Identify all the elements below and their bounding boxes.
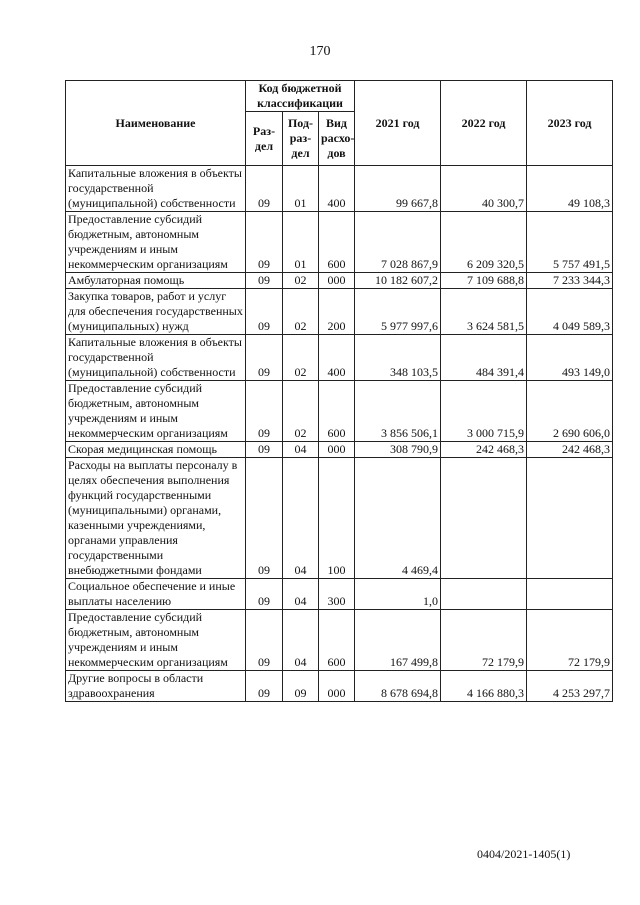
row-2023-value: 493 149,0	[527, 335, 613, 381]
row-expense-type-cell: 100	[319, 458, 355, 579]
table-row	[66, 610, 613, 671]
document-code: 0404/2021-1405(1)	[477, 847, 571, 861]
header-budget-code: Код бюджетной классификации	[246, 81, 355, 112]
table-row	[66, 273, 613, 289]
row-section-cell: 09	[246, 381, 283, 442]
row-subsection-cell: 04	[283, 442, 319, 458]
table-body	[66, 166, 613, 702]
row-subsection-cell: 04	[283, 458, 319, 579]
header-name: Наименование	[66, 81, 246, 166]
row-name-cell: Амбулаторная помощь	[66, 273, 246, 289]
row-expense-type-cell: 600	[319, 212, 355, 273]
row-2023-value: 4 049 589,3	[527, 289, 613, 335]
row-2022-value: 484 391,4	[441, 335, 527, 381]
row-subsection-cell: 02	[283, 381, 319, 442]
row-section-cell: 09	[246, 458, 283, 579]
row-section-cell: 09	[246, 166, 283, 212]
row-section-cell: 09	[246, 212, 283, 273]
row-expense-type-cell: 000	[319, 273, 355, 289]
row-expense-type-cell: 600	[319, 610, 355, 671]
table-row	[66, 212, 613, 273]
row-2022-value: 242 468,3	[441, 442, 527, 458]
header-year-2021: 2021 год	[355, 81, 441, 166]
row-name-cell: Скорая медицинская помощь	[66, 442, 246, 458]
row-2022-value: 7 109 688,8	[441, 273, 527, 289]
row-2021-value: 10 182 607,2	[355, 273, 441, 289]
row-2023-value: 2 690 606,0	[527, 381, 613, 442]
table-row	[66, 166, 613, 212]
row-2023-value: 5 757 491,5	[527, 212, 613, 273]
row-2023-value	[527, 579, 613, 610]
row-2023-value: 7 233 344,3	[527, 273, 613, 289]
row-2022-value: 6 209 320,5	[441, 212, 527, 273]
row-2023-value: 4 253 297,7	[527, 671, 613, 702]
table-row	[66, 289, 613, 335]
row-2021-value: 1,0	[355, 579, 441, 610]
row-2021-value: 308 790,9	[355, 442, 441, 458]
table-row	[66, 335, 613, 381]
row-section-cell: 09	[246, 442, 283, 458]
row-expense-type-cell: 000	[319, 671, 355, 702]
row-2021-value: 3 856 506,1	[355, 381, 441, 442]
header-year-2022: 2022 год	[441, 81, 527, 166]
page-number: 170	[309, 44, 331, 59]
table-row	[66, 458, 613, 579]
row-2023-value: 72 179,9	[527, 610, 613, 671]
table-row	[66, 579, 613, 610]
budget-table	[65, 80, 613, 702]
row-subsection-cell: 04	[283, 579, 319, 610]
row-section-cell: 09	[246, 671, 283, 702]
row-2023-value	[527, 458, 613, 579]
row-2022-value	[441, 458, 527, 579]
row-2021-value: 8 678 694,8	[355, 671, 441, 702]
header-year-2023: 2023 год	[527, 81, 613, 166]
row-name-cell: Закупка товаров, работ и услуг для обеспечения государственных (муниципальных) нужд	[66, 289, 246, 335]
row-expense-type-cell: 400	[319, 166, 355, 212]
row-name-cell: Предоставление субсидий бюджетным, автономным учреждениям и иным некоммерческим организациям	[66, 212, 246, 273]
header-subsection: Под-раз-дел	[283, 112, 319, 166]
row-2021-value: 4 469,4	[355, 458, 441, 579]
row-expense-type-cell: 300	[319, 579, 355, 610]
row-section-cell: 09	[246, 335, 283, 381]
row-subsection-cell: 04	[283, 610, 319, 671]
row-2021-value: 7 028 867,9	[355, 212, 441, 273]
row-section-cell: 09	[246, 610, 283, 671]
row-2022-value: 72 179,9	[441, 610, 527, 671]
row-name-cell: Расходы на выплаты персоналу в целях обеспечения выполнения функций государственными (муниципальными) органами, казенными учреждениями, органами управления государственными внебюджетными фондами	[66, 458, 246, 579]
table-row	[66, 381, 613, 442]
row-subsection-cell: 02	[283, 273, 319, 289]
row-subsection-cell: 01	[283, 166, 319, 212]
row-2023-value: 242 468,3	[527, 442, 613, 458]
row-2021-value: 99 667,8	[355, 166, 441, 212]
row-2022-value	[441, 579, 527, 610]
header-expense-type: Вид расхо-дов	[319, 112, 355, 166]
row-subsection-cell: 01	[283, 212, 319, 273]
row-2021-value: 167 499,8	[355, 610, 441, 671]
row-subsection-cell: 09	[283, 671, 319, 702]
row-expense-type-cell: 000	[319, 442, 355, 458]
row-section-cell: 09	[246, 273, 283, 289]
row-expense-type-cell: 400	[319, 335, 355, 381]
table-row	[66, 442, 613, 458]
row-name-cell: Предоставление субсидий бюджетным, автономным учреждениям и иным некоммерческим организациям	[66, 381, 246, 442]
row-2022-value: 3 624 581,5	[441, 289, 527, 335]
table-row	[66, 671, 613, 702]
row-2022-value: 3 000 715,9	[441, 381, 527, 442]
row-subsection-cell: 02	[283, 289, 319, 335]
row-section-cell: 09	[246, 289, 283, 335]
row-section-cell: 09	[246, 579, 283, 610]
header-section: Раз-дел	[246, 112, 283, 166]
row-2023-value: 49 108,3	[527, 166, 613, 212]
row-expense-type-cell: 600	[319, 381, 355, 442]
row-name-cell: Предоставление субсидий бюджетным, автономным учреждениям и иным некоммерческим организациям	[66, 610, 246, 671]
row-name-cell: Капитальные вложения в объекты государственной (муниципальной) собственности	[66, 335, 246, 381]
row-subsection-cell: 02	[283, 335, 319, 381]
row-expense-type-cell: 200	[319, 289, 355, 335]
row-name-cell: Капитальные вложения в объекты государственной (муниципальной) собственности	[66, 166, 246, 212]
row-2021-value: 348 103,5	[355, 335, 441, 381]
row-2021-value: 5 977 997,6	[355, 289, 441, 335]
row-2022-value: 40 300,7	[441, 166, 527, 212]
row-name-cell: Социальное обеспечение и иные выплаты населению	[66, 579, 246, 610]
row-name-cell: Другие вопросы в области здравоохранения	[66, 671, 246, 702]
row-2022-value: 4 166 880,3	[441, 671, 527, 702]
